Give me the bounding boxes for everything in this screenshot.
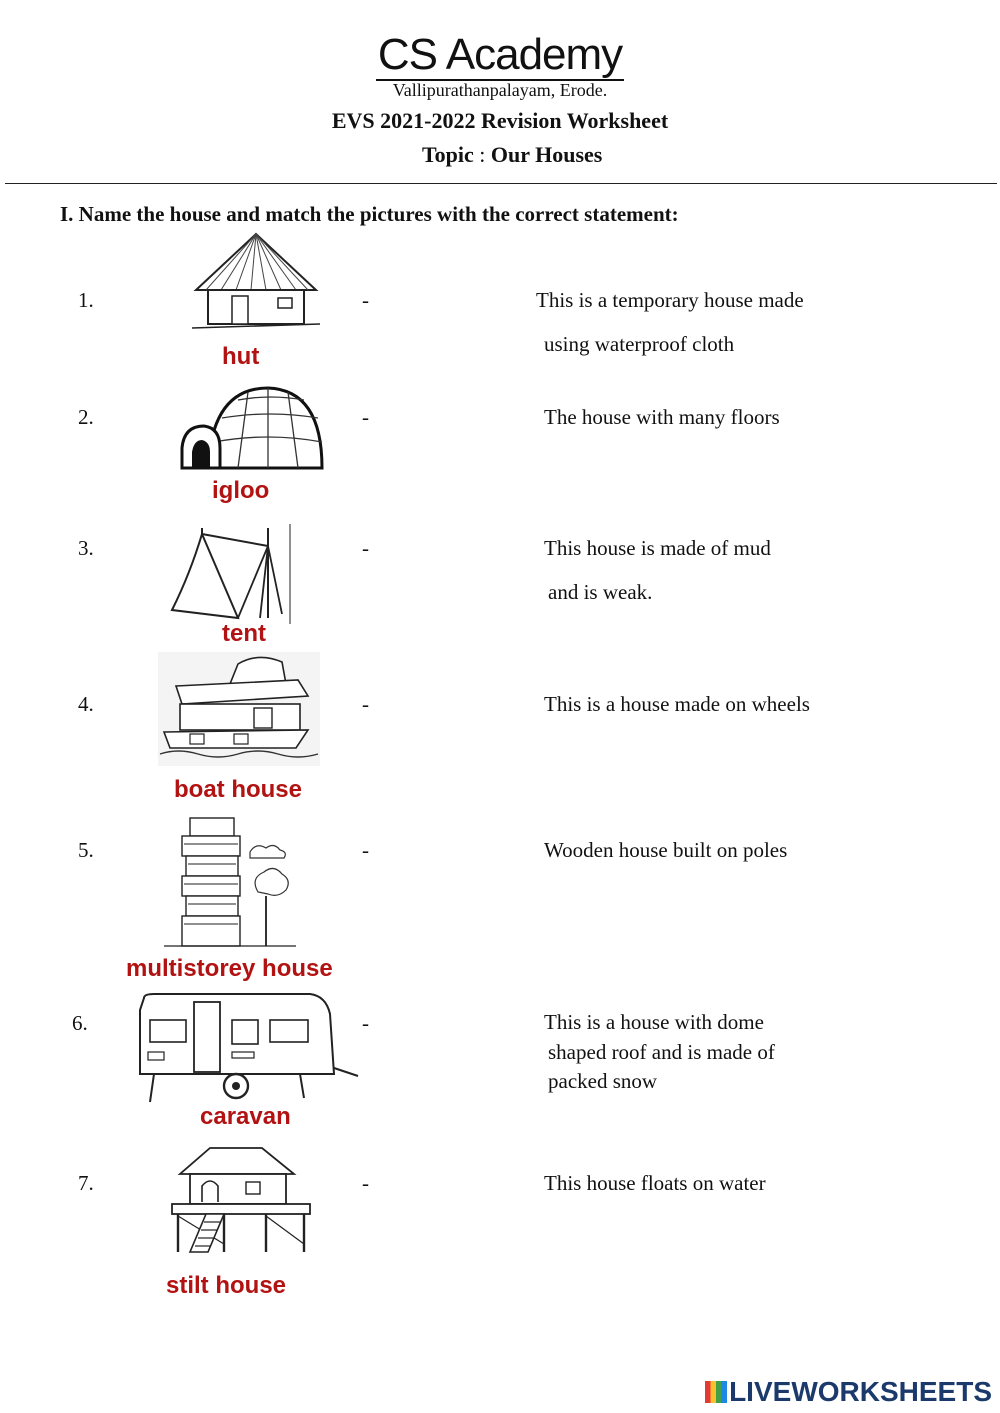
item-number: 6. (72, 1011, 88, 1035)
liveworksheets-logo-icon (705, 1381, 727, 1403)
answer-label: boat house (174, 776, 303, 803)
liveworksheets-logo[interactable] (705, 1376, 992, 1408)
match-dash: - (362, 692, 369, 716)
match-dash: - (362, 288, 369, 312)
multistorey-house-icon (160, 814, 300, 954)
item-number: 2. (78, 405, 94, 429)
item-number: 3. (78, 536, 94, 560)
answer-label: igloo (212, 477, 270, 504)
answer-label: stilt house (166, 1272, 287, 1299)
answer-label: multistorey house (126, 955, 333, 982)
statement-line: This is a house with dome (544, 1010, 764, 1034)
statement-line: Wooden house built on poles (544, 838, 788, 862)
hut-icon (186, 230, 326, 335)
address: Vallipurathanpalayam, Erode. (392, 80, 608, 100)
statement-line: This house floats on water (544, 1171, 766, 1195)
item-number: 5. (78, 838, 94, 862)
tent-icon (164, 524, 294, 624)
topic-label: Topic (422, 142, 474, 167)
topic-line (422, 142, 602, 168)
logo-text: LIVEWORKSHEETS (729, 1376, 992, 1407)
statement-line: This house is made of mud (544, 536, 771, 560)
item-number: 4. (78, 692, 94, 716)
match-dash: - (362, 405, 369, 429)
answer-label: caravan (200, 1103, 291, 1130)
topic-separator: : (479, 142, 486, 167)
statement-line: This is a house made on wheels (544, 692, 810, 716)
item-number: 7. (78, 1171, 94, 1195)
statement-line: packed snow (548, 1069, 658, 1093)
statement-line: This is a temporary house made (536, 288, 804, 312)
answer-label: hut (222, 343, 260, 370)
caravan-icon (130, 990, 360, 1108)
brand-title: CS Academy (377, 30, 623, 79)
match-dash: - (362, 1011, 369, 1035)
question-title: I. Name the house and match the pictures with the correct statement: (60, 202, 679, 226)
header-divider (5, 183, 997, 184)
item-number: 1. (78, 288, 94, 312)
statement-line: using waterproof cloth (544, 332, 735, 356)
statement-line: The house with many floors (544, 405, 780, 429)
stilt-house-icon (162, 1144, 322, 1258)
statement-line: shaped roof and is made of (548, 1040, 775, 1064)
statement-line: and is weak. (548, 580, 653, 604)
boat-house-icon (158, 652, 320, 766)
match-dash: - (362, 536, 369, 560)
match-dash: - (362, 838, 369, 862)
match-dash: - (362, 1171, 369, 1195)
answer-label: tent (222, 620, 266, 647)
topic-value: Our Houses (490, 142, 603, 167)
igloo-icon (178, 382, 328, 474)
worksheet-title: EVS 2021-2022 Revision Worksheet (331, 108, 669, 133)
